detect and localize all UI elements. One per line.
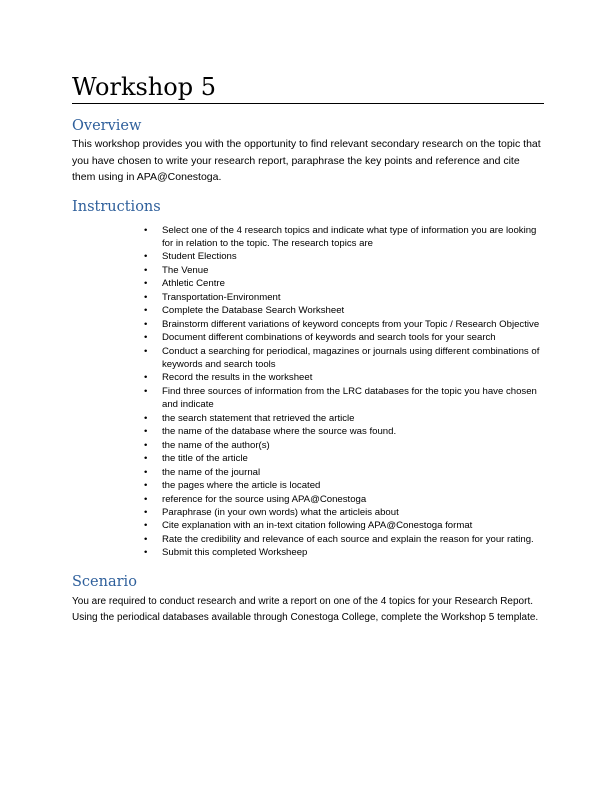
document-title: Workshop 5	[72, 72, 544, 104]
bullet-icon: •	[144, 305, 148, 317]
bullet-icon: •	[144, 493, 148, 505]
bullet-icon: •	[144, 453, 148, 465]
bullet-icon: •	[144, 345, 148, 357]
bullet-icon: •	[144, 466, 148, 478]
document-page	[72, 72, 544, 626]
instructions-heading: Instructions	[72, 198, 161, 215]
list-item	[144, 533, 544, 546]
list-item-text: Cite explanation with an in-text citation following APA@Conestoga format	[162, 520, 473, 532]
list-item	[144, 425, 544, 438]
list-item-text: the search statement that retrieved the article	[162, 412, 355, 424]
list-item	[144, 318, 544, 331]
list-item-text: Paraphrase (in your own words) what the articleis about	[162, 507, 399, 519]
bullet-icon: •	[144, 224, 148, 236]
list-item	[144, 546, 544, 559]
bullet-icon: •	[144, 507, 148, 519]
list-item	[144, 493, 544, 506]
list-item	[144, 412, 544, 425]
list-item	[144, 277, 544, 290]
list-item-text: Conduct a searching for periodical, magazines or journals using different combinations of keywords and search tools	[162, 345, 540, 371]
list-item-text: Athletic Centre	[162, 278, 225, 290]
bullet-icon: •	[144, 251, 148, 263]
bullet-icon: •	[144, 318, 148, 330]
list-item	[144, 371, 544, 384]
list-item-text: Student Elections	[162, 251, 237, 263]
list-item	[144, 466, 544, 479]
list-item-text: the name of the author(s)	[162, 439, 270, 451]
bullet-icon: •	[144, 520, 148, 532]
list-item-text: The Venue	[162, 264, 209, 276]
list-item-text: Record the results in the worksheet	[162, 372, 313, 384]
list-item	[144, 224, 544, 251]
list-item-text: the name of the journal	[162, 466, 261, 478]
list-item-text: Complete the Database Search Worksheet	[162, 305, 345, 317]
bullet-icon: •	[144, 332, 148, 344]
bullet-icon: •	[144, 372, 148, 384]
list-item	[144, 331, 544, 344]
list-item	[144, 506, 544, 519]
list-item-text: Rate the credibility and relevance of each source and explain the reason for your rating.	[162, 533, 534, 545]
list-item-text: Transportation-Environment	[162, 291, 281, 303]
list-item	[144, 385, 544, 412]
list-item-text: reference for the source using APA@Conestoga	[162, 493, 367, 505]
list-item	[144, 519, 544, 532]
scenario-heading: Scenario	[72, 573, 137, 590]
list-item	[144, 250, 544, 263]
list-item	[144, 345, 544, 372]
list-item-text: the name of the database where the source was found.	[162, 426, 397, 438]
scenario-paragraph: You are required to conduct research and write a report on one of the 4 topics for your Research Report. Using the periodical databases available through Conestoga College, complete the Workshop 5 template.	[72, 595, 539, 623]
list-item	[144, 291, 544, 304]
list-item-text: Select one of the 4 research topics and indicate what type of information you are looking for in relation to the topic. The research topics are	[162, 224, 537, 249]
list-item-text: Find three sources of information from the LRC databases for the topic you have chosen and indicate	[162, 385, 537, 411]
bullet-icon: •	[144, 480, 148, 492]
list-item	[144, 264, 544, 277]
bullet-icon: •	[144, 439, 148, 451]
overview-heading: Overview	[72, 118, 142, 134]
bullet-icon: •	[144, 426, 148, 438]
bullet-icon: •	[144, 385, 148, 397]
list-item	[144, 452, 544, 465]
list-item	[144, 439, 544, 452]
bullet-icon: •	[144, 278, 148, 290]
bullet-icon: •	[144, 264, 148, 276]
bullet-icon: •	[144, 412, 148, 424]
list-item	[144, 304, 544, 317]
list-item	[144, 479, 544, 492]
list-item-text: the pages where the article is located	[162, 480, 321, 492]
list-item-text: Brainstorm different variations of keyword concepts from your Topic / Research Objective	[162, 318, 540, 330]
bullet-icon: •	[144, 533, 148, 545]
list-item-text: Document different combinations of keywords and search tools for your search	[162, 332, 496, 344]
bullet-icon: •	[144, 291, 148, 303]
list-item-text: Submit this completed Worksheep	[162, 547, 308, 559]
list-item-text: the title of the article	[162, 453, 248, 465]
bullet-icon: •	[144, 547, 148, 559]
instructions-list	[72, 224, 544, 560]
overview-paragraph: This workshop provides you with the opportunity to find relevant secondary research on the topic that you have chosen to write your research report, paraphrase the key points and reference and cite them using in APA@Conestoga.	[72, 138, 541, 183]
